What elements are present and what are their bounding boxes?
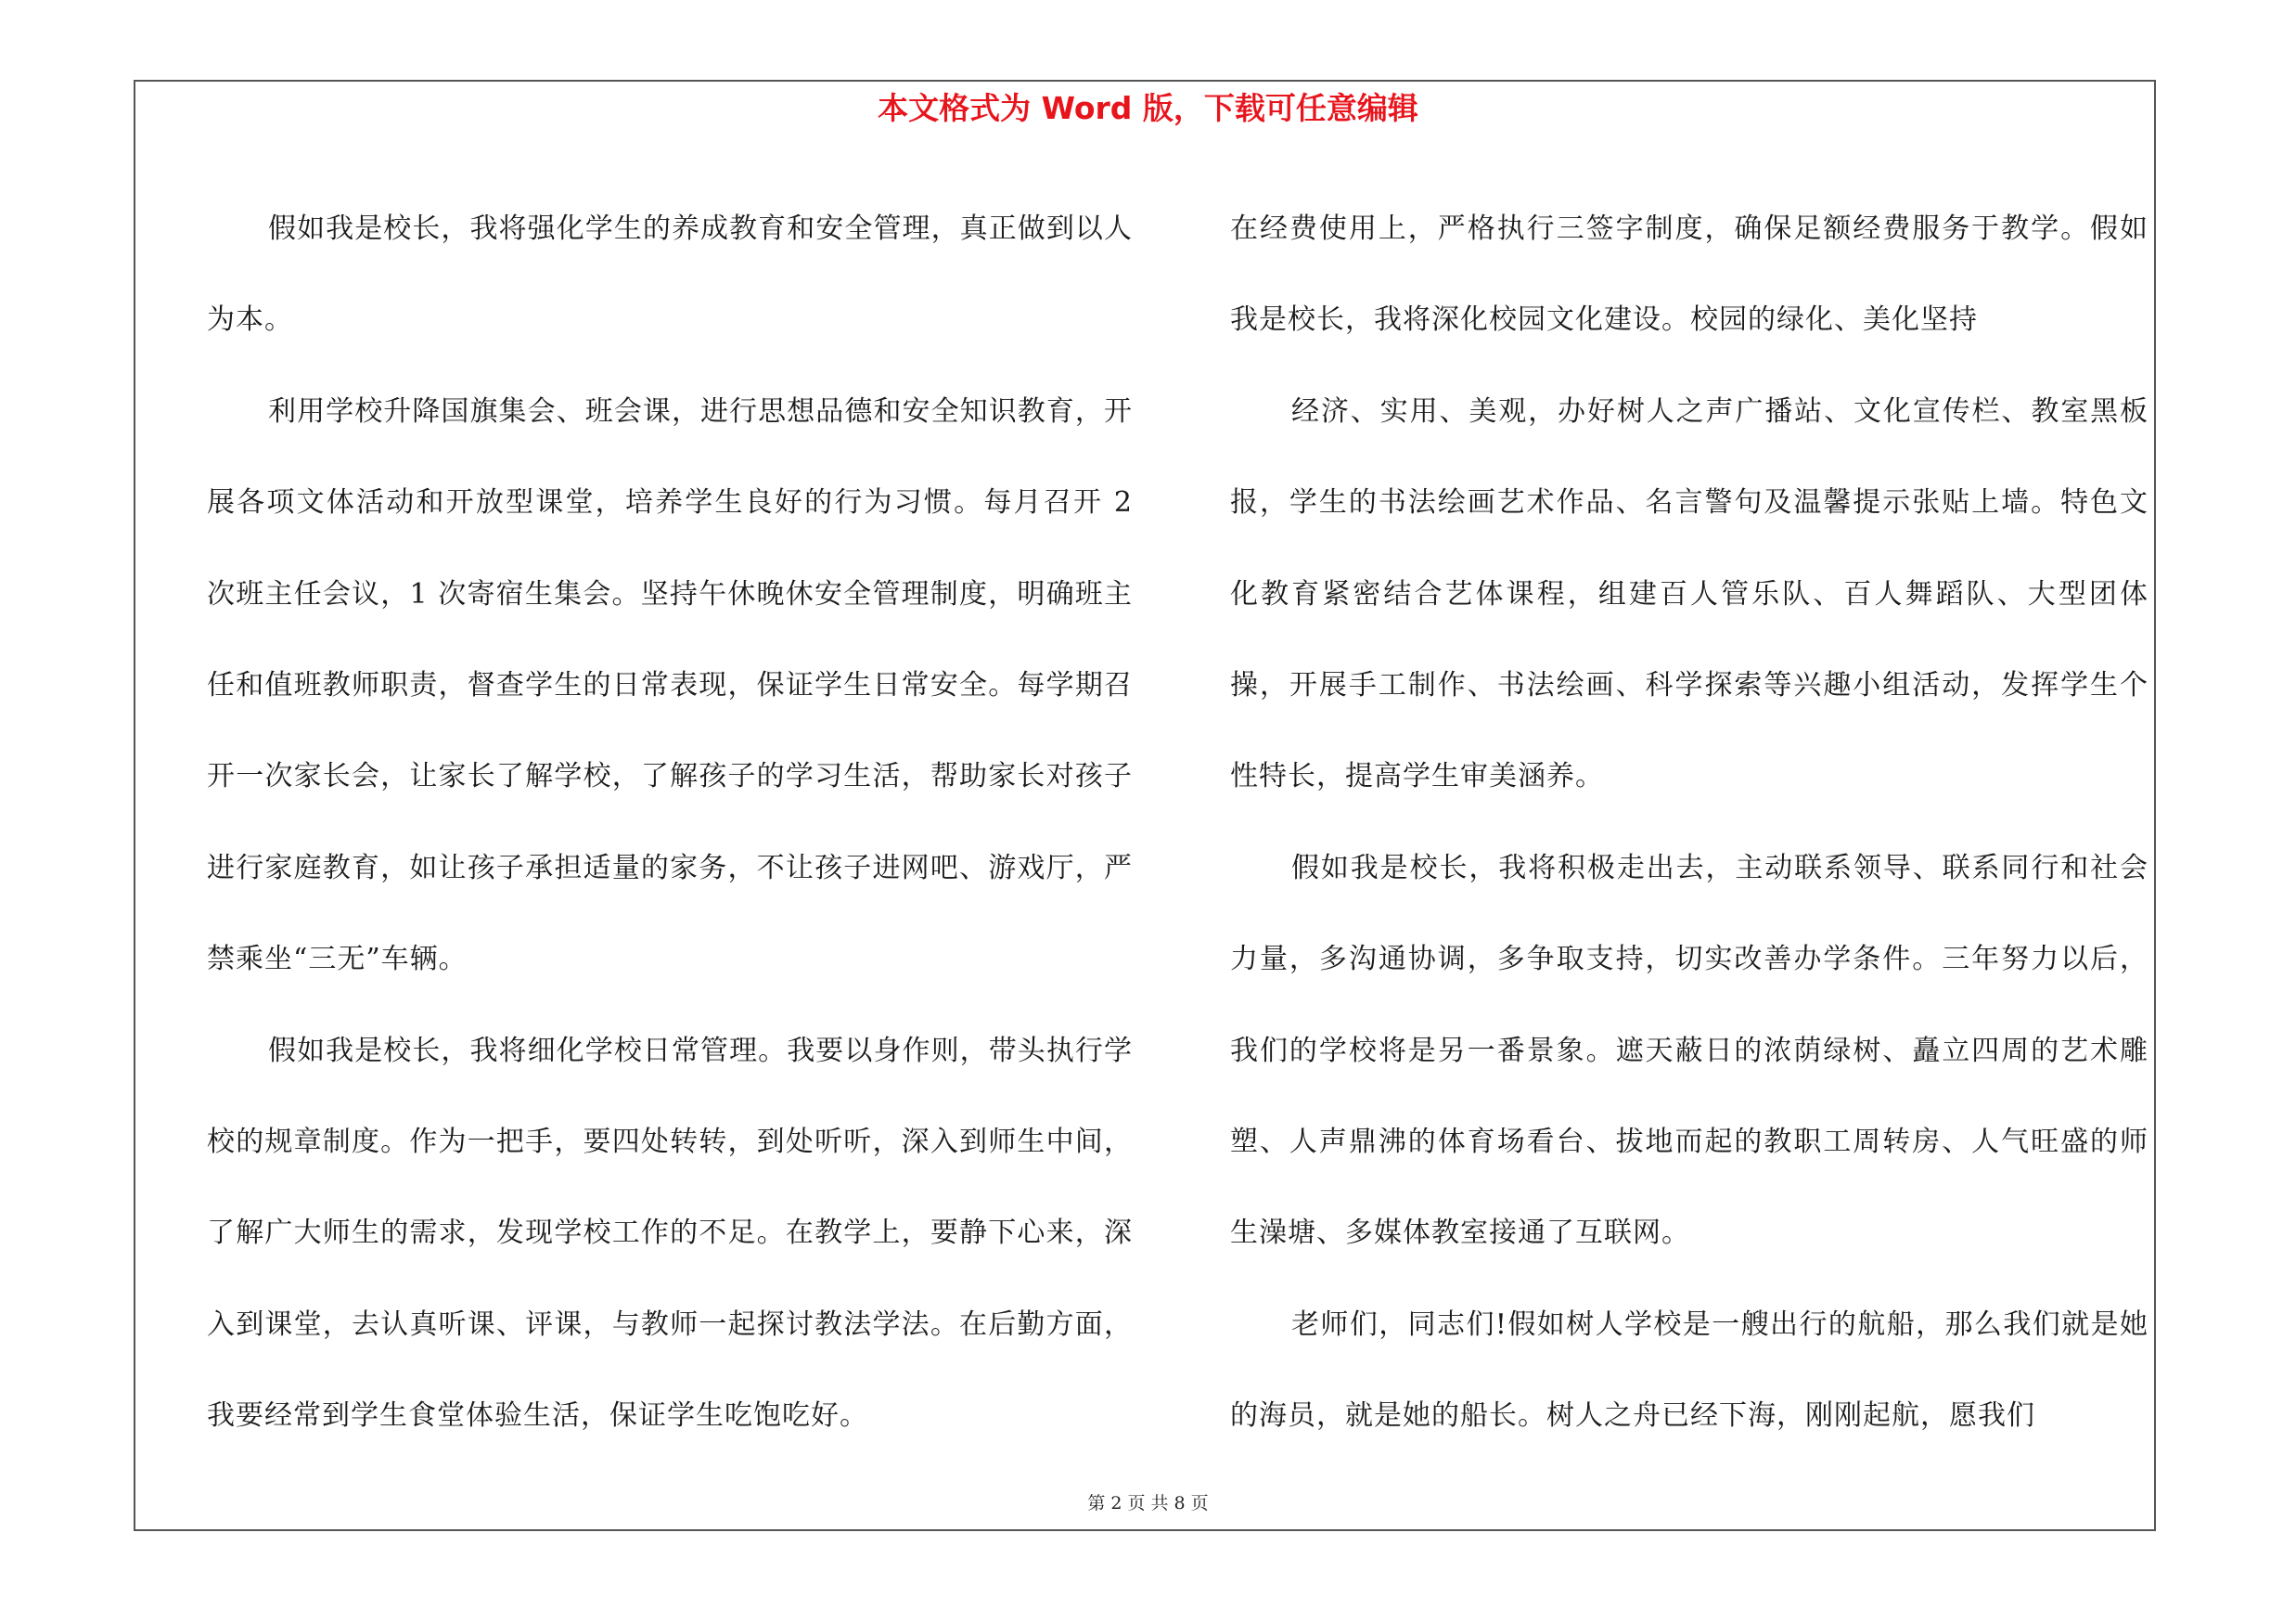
paragraph: 假如我是校长，我将强化学生的养成教育和安全管理，真正做到以人为本。 (207, 213, 1133, 337)
right-column (1230, 184, 2148, 1462)
paragraph: 假如我是校长，我将积极走出去，主动联系领导、联系同行和社会力量，多沟通协调，多争取支持，切实改善办学条件。三年努力以后，我们的学校将是另一番景象。遮天蔽日的浓荫绿树、矗立四周的艺术雕塑、人声鼎沸的体育场看台、拔地而起的教职工周转房、人气旺盛的师生澡塘、多媒体教室接通了互联网。 (1230, 851, 2148, 1250)
paragraph: 经济、实用、美观，办好树人之声广播站、文化宣传栏、教室黑板报，学生的书法绘画艺术作品、名言警句及温馨提示张贴上墙。特色文化教育紧密结合艺体课程，组建百人管乐队、百人舞蹈队、大型团体操，开展手工制作、书法绘画、科学探索等兴趣小组活动，发挥学生个性特长，提高学生审美涵养。 (1230, 394, 2148, 793)
page-number: 第 2 页 共 8 页 (1087, 1493, 1209, 1514)
paragraph: 利用学校升降国旗集会、班会课，进行思想品德和安全知识教育，开展各项文体活动和开放型课堂，培养学生良好的行为习惯。每月召开 2 次班主任会议，1 次寄宿生集会。坚持午休晚休安全管理制度，明确班主任和值班教师职责，督查学生的日常表现，保证学生日常安全。每学期召开一次家长会，让家长了解学校，了解孩子的学习生活，帮助家长对孩子进行家庭教育，如让孩子承担适量的家务，不让孩子进网吧、游戏厅，严禁乘坐“三无”车辆。 (207, 394, 1133, 976)
paragraph-continued: 在经费使用上，严格执行三签字制度，确保足额经费服务于教学。假如我是校长，我将深化校园文化建设。校园的绿化、美化坚持 (1230, 213, 2148, 337)
paragraph: 假如我是校长，我将细化学校日常管理。我要以身作则，带头执行学校的规章制度。作为一把手，要四处转转，到处听听，深入到师生中间，了解广大师生的需求，发现学校工作的不足。在教学上，要静下心来，深入到课堂，去认真听课、评课，与教师一起探讨教法学法。在后勤方面，我要经常到学生食堂体验生活，保证学生吃饱吃好。 (207, 1034, 1133, 1433)
format-banner: 本文格式为 Word 版，下载可任意编辑 (878, 90, 1418, 126)
left-column (207, 184, 1133, 1462)
paragraph: 老师们，同志们!假如树人学校是一艘出行的航船，那么我们就是她的海员，就是她的船长。树人之舟已经下海，刚刚起航，愿我们 (1230, 1307, 2148, 1433)
